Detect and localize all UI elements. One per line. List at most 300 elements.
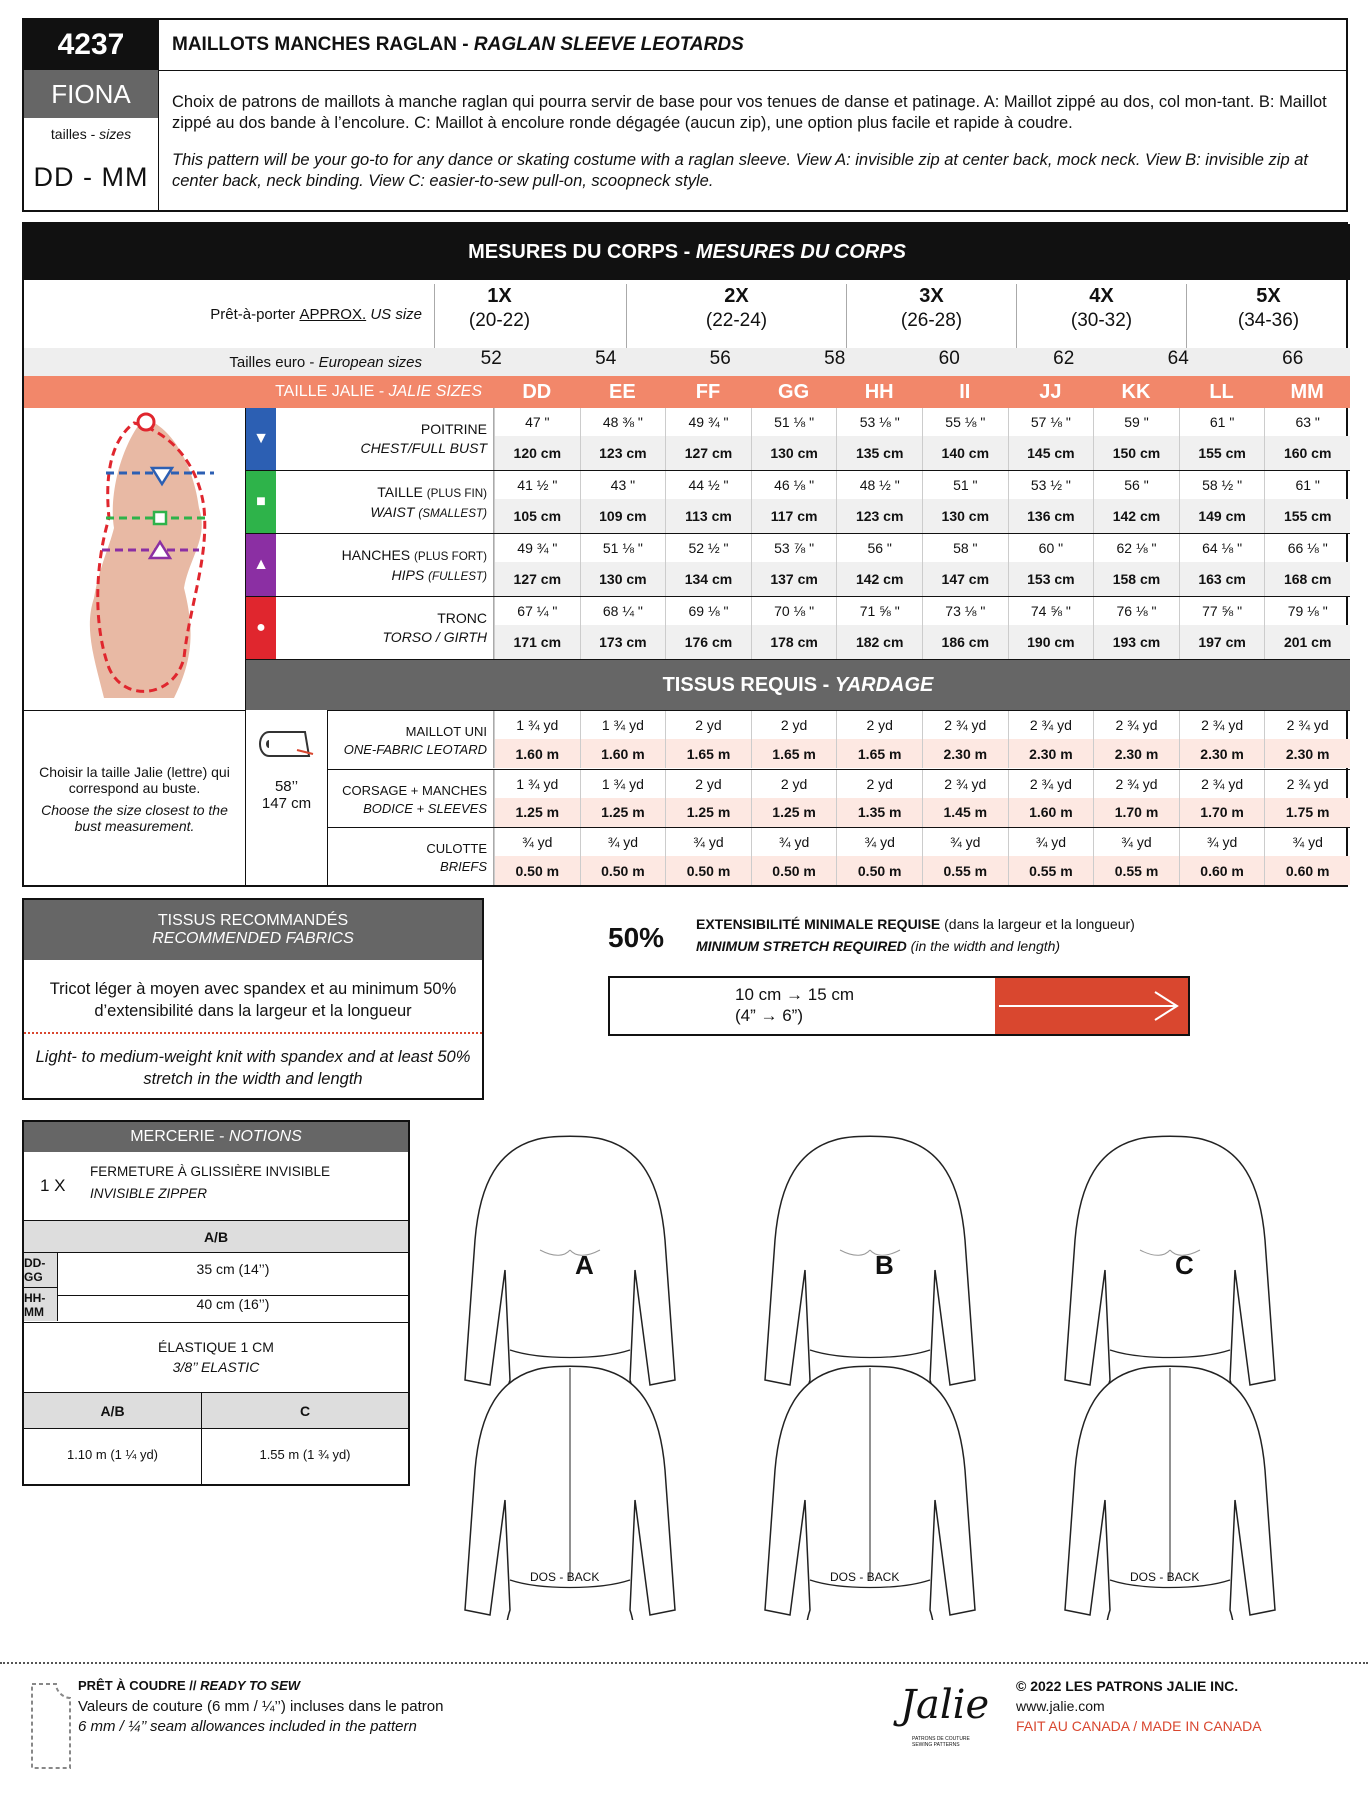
yardage-yd: 2 ¾ yd (1029, 775, 1072, 792)
yardage-yd: ¾ yd (1035, 834, 1067, 851)
measurement-in: 62 ⅛ " (1116, 540, 1157, 556)
measurement-cell (751, 471, 837, 533)
sizes-label-fr: tailles (50, 126, 87, 142)
measurement-cell (1264, 471, 1350, 533)
measurement-cell (580, 597, 666, 659)
stretch-label-fr (696, 916, 1135, 932)
measurement-in: 69 ⅛ " (688, 603, 729, 619)
us-size: 1X (487, 285, 512, 307)
yardage-label-en: BODICE + SLEEVES (363, 800, 487, 816)
us-size-5x (1186, 284, 1350, 348)
measurement-in: 73 ⅛ " (945, 603, 986, 619)
yardage-cell (665, 770, 751, 827)
measurement-in: 60 " (1038, 540, 1064, 556)
us-size: 3X (919, 285, 944, 307)
title-en: RAGLAN SLEEVE LEOTARDS (473, 34, 744, 55)
stretch-metric: 10 cm → 15 cm (735, 985, 855, 1004)
yardage-yd: 1 ¾ yd (601, 717, 644, 733)
measurement-in: 47 " (525, 414, 550, 430)
measurement-cell (494, 471, 580, 533)
yardage-cell (665, 828, 751, 885)
yardage-row (328, 710, 1350, 769)
body-measurement-illustration (24, 408, 246, 708)
measurement-cm: 123 cm (837, 499, 922, 533)
jalie-size: JJ (1039, 380, 1062, 403)
measurement-in: 49 ¾ " (688, 414, 729, 430)
measurement-in: 53 ⅞ " (774, 540, 815, 556)
measurement-in: 74 ⅝ " (1030, 603, 1071, 619)
yardage-cell (1093, 770, 1179, 827)
us-range: (34-36) (1237, 310, 1300, 331)
label-fr: POITRINE (420, 421, 487, 437)
measurement-cell (1093, 534, 1179, 596)
measurement-in: 64 ⅛ " (1202, 540, 1243, 556)
yardage-row (328, 827, 1350, 886)
measurement-in: 63 " (1295, 414, 1320, 430)
title-fr: MAILLOTS MANCHES RAGLAN - (172, 34, 469, 55)
euro-size: 60 (938, 348, 960, 369)
yardage-label (328, 770, 494, 827)
fabrics-title-en: RECOMMENDED FABRICS (152, 930, 354, 947)
yardage-yd: ¾ yd (693, 834, 724, 851)
measurement-cell (836, 471, 922, 533)
sizes-label: tailles - sizes (50, 126, 132, 142)
yardage-cell (1264, 711, 1350, 768)
measurement-cm: 160 cm (1265, 436, 1350, 470)
stretch-gauge (608, 976, 1190, 1036)
measurement-in: 52 ½ " (688, 540, 729, 556)
yardage-yd: ¾ yd (864, 834, 895, 851)
measurement-cm: 113 cm (666, 499, 751, 533)
measurement-in: 41 ½ " (517, 477, 558, 493)
measurement-in: 58 " (953, 540, 978, 556)
yardage-yd: ¾ yd (607, 834, 639, 851)
measurement-cm: 120 cm (495, 436, 580, 470)
label-en: CHEST/FULL BUST (360, 440, 487, 456)
measurement-cm: 127 cm (495, 562, 580, 596)
yardage-cell (580, 711, 666, 768)
euro-size: 66 (1282, 348, 1304, 369)
euro-size: 58 (824, 348, 846, 369)
measurement-in: 68 ¼ " (602, 603, 643, 619)
stretch-en-sub: (in the width and length) (910, 938, 1061, 954)
size-choice-note (24, 710, 246, 886)
measurement-cell (751, 408, 837, 470)
yardage-label-en: ONE-FABRIC LEOTARD (343, 742, 487, 757)
measurements-title-fr: MESURES DU CORPS - (468, 240, 691, 263)
description-fr: Choix de patrons de maillots à manche raglan qui pourra servir de base pour vos tenues de danse et patinage. A: Maillot zippé au dos, col mon-tant. B: Maillot zippé au dos bande à l’encolure. C: Maillot à encolure ronde dégagée (aucun zip), une option plus facile et rapide à coudre. (172, 93, 1327, 132)
yardage-cell (1264, 770, 1350, 827)
stretch-label-en (696, 938, 1060, 954)
yardage-yd: ¾ yd (522, 834, 553, 851)
measurement-cm: 136 cm (1009, 499, 1094, 533)
measurement-label (276, 597, 494, 659)
zipper-size: HH-MM (24, 1287, 58, 1321)
measurement-cm: 130 cm (752, 436, 837, 470)
measurement-cell (1179, 534, 1265, 596)
rtw-label-fr: Prêt-à-porter (210, 305, 296, 323)
yardage-cell (494, 770, 580, 827)
yardage-m: 1.25 m (495, 798, 580, 827)
jalie-size: LL (1209, 380, 1234, 403)
seam-allowance-en: 6 mm / ¼’’ seam allowances included in the pattern (78, 1718, 417, 1735)
yardage-m: 1.45 m (923, 798, 1008, 827)
stretch-values (610, 978, 995, 1034)
yardage-cell (922, 828, 1008, 885)
measurement-in: 56 " (1124, 477, 1149, 493)
us-size-3x (846, 284, 1016, 348)
measurement-in: 53 ⅛ " (859, 414, 900, 430)
us-range: (26-28) (900, 310, 963, 331)
yardage-m: 1.75 m (1265, 798, 1350, 827)
yardage-yd: 2 yd (866, 717, 893, 733)
measurement-in: 58 ½ " (1202, 477, 1243, 493)
measurement-in: 77 ⅝ " (1202, 603, 1243, 619)
measurement-cm: 127 cm (666, 436, 751, 470)
yardage-m: 1.25 m (666, 798, 751, 827)
jalie-label-fr: TAILLE JALIE - (275, 383, 385, 400)
jalie-size: FF (695, 380, 721, 403)
measurement-in: 51 ⅛ " (774, 414, 815, 430)
footer (0, 1662, 1368, 1800)
yardage-m: 1.25 m (752, 798, 837, 827)
yardage-m: 0.55 m (1094, 856, 1179, 885)
measurement-cm: 190 cm (1009, 625, 1094, 659)
yardage-cell (1008, 828, 1094, 885)
measurement-cell (1093, 471, 1179, 533)
measurement-cell (1179, 597, 1265, 659)
yardage-cell (1264, 828, 1350, 885)
yardage-m: 0.50 m (495, 856, 580, 885)
yardage-title-fr: TISSUS REQUIS - (662, 673, 830, 696)
fabrics-title (24, 900, 482, 960)
jalie-size: DD (522, 380, 552, 403)
zipper-ab-header: A/B (24, 1220, 408, 1252)
yardage-cell (1179, 770, 1265, 827)
yardage-m: 0.60 m (1180, 856, 1265, 885)
jalie-logo: Jalie (900, 1682, 990, 1728)
measurement-cell (922, 408, 1008, 470)
view-label: B (875, 1250, 894, 1280)
yardage-m: 0.55 m (923, 856, 1008, 885)
rtw-label (24, 280, 434, 348)
stretch-extension (995, 978, 1188, 1034)
yardage-yd: 1 ¾ yd (601, 775, 644, 792)
us-size: 4X (1089, 285, 1114, 307)
yardage-yd: 1 ¾ yd (516, 775, 559, 792)
measurement-cell (494, 597, 580, 659)
measurement-in: 59 " (1124, 414, 1149, 430)
yardage-yd: 2 ¾ yd (944, 717, 987, 733)
measurement-cell (1008, 534, 1094, 596)
fabrics-en: Light- to medium-weight knit with spandex and at least 50% stretch in the width and length (35, 1048, 471, 1088)
elastic-c-value: 1.55 m (1 ¾ yd) (202, 1428, 408, 1484)
yardage-label-fr: MAILLOT UNI (405, 724, 487, 739)
stretch-requirement (596, 908, 1196, 1038)
us-size-4x (1016, 284, 1186, 348)
us-size: 5X (1256, 285, 1281, 307)
euro-size-row (24, 348, 1350, 376)
arrow-right-icon (995, 978, 1188, 1034)
pattern-piece-icon (28, 1680, 74, 1772)
yardage-cell (580, 828, 666, 885)
yardage-cell (751, 770, 837, 827)
yardage-cell (751, 711, 837, 768)
us-range: (22-24) (705, 310, 768, 331)
yardage-m: 2.30 m (1009, 739, 1094, 768)
measurement-cell (922, 597, 1008, 659)
yardage-row (328, 769, 1350, 828)
measurement-cm: 173 cm (581, 625, 666, 659)
measurement-in: 43 " (610, 477, 636, 493)
measurement-cell (1264, 534, 1350, 596)
jalie-size: KK (1121, 380, 1151, 403)
yardage-cell (1093, 711, 1179, 768)
jalie-size: GG (778, 380, 810, 403)
back-view-label: DOS - BACK (830, 1570, 900, 1584)
yardage-yd: ¾ yd (950, 834, 981, 851)
measurement-in: 44 ½ " (688, 477, 729, 493)
yardage-m: 2.30 m (1265, 739, 1350, 768)
yardage-m: 1.35 m (837, 798, 922, 827)
website[interactable]: www.jalie.com (1016, 1698, 1105, 1714)
measurement-in: 76 ⅛ " (1116, 603, 1157, 619)
ready-en: READY TO SEW (200, 1678, 301, 1693)
euro-label-fr: Tailles euro (229, 353, 306, 371)
label-en: HIPS (391, 567, 425, 583)
zipper-en: INVISIBLE ZIPPER (90, 1186, 208, 1201)
euro-label: Tailles euro - European sizes (229, 353, 422, 371)
measurement-cell (1008, 597, 1094, 659)
notions-title (24, 1122, 408, 1152)
jalie-size: II (959, 380, 971, 403)
measurement-label (276, 534, 494, 596)
stretch-percent: 50% (608, 922, 665, 953)
yardage-yd: 2 ¾ yd (1286, 717, 1329, 733)
jalie-size: MM (1290, 380, 1324, 403)
rtw-us: US size (370, 305, 422, 323)
yardage-cell (836, 828, 922, 885)
yardage-cell (580, 770, 666, 827)
measurement-cell (751, 534, 837, 596)
measurement-in: 71 ⅝ " (859, 603, 900, 619)
stretch-en: MINIMUM STRETCH REQUIRED (696, 938, 907, 954)
elastic-ab-value: 1.10 m (1 ¼ yd) (24, 1428, 202, 1484)
yardage-yd: 2 yd (866, 775, 893, 792)
measurement-cell (665, 597, 751, 659)
us-size-1x (434, 284, 564, 348)
technical-drawings (440, 1120, 1340, 1620)
elastic-col-c: C (202, 1392, 408, 1428)
us-size: 2X (724, 285, 749, 307)
yardage-yd: ¾ yd (1206, 834, 1238, 851)
notions-box (22, 1120, 410, 1486)
measurement-cm: 117 cm (752, 499, 837, 533)
measurement-in: 53 ½ " (1030, 477, 1071, 493)
measurement-cell (922, 471, 1008, 533)
seam-allowance-fr: Valeurs de couture (6 mm / ¼’’) incluses dans le patron (78, 1698, 444, 1715)
yardage-m: 1.65 m (837, 739, 922, 768)
yardage-m: 1.60 m (495, 739, 580, 768)
yardage-cell (751, 828, 837, 885)
yardage-m: 0.60 m (1265, 856, 1350, 885)
measurement-in: 51 " (953, 477, 978, 493)
measurement-cell (494, 534, 580, 596)
label-fr: HANCHES (341, 547, 411, 563)
measurement-in: 66 ⅛ " (1287, 540, 1328, 556)
stretch-imperial: (4” → 6”) (735, 1006, 803, 1025)
yardage-m: 2.30 m (1180, 739, 1265, 768)
measurement-cm: 163 cm (1180, 562, 1265, 596)
yardage-m: 1.60 m (581, 739, 666, 768)
measurement-cell (580, 534, 666, 596)
yardage-cell (1008, 770, 1094, 827)
measurement-symbol-icon: ● (246, 597, 276, 659)
measurement-cell (1093, 597, 1179, 659)
measurement-cell (751, 597, 837, 659)
measurements-section (22, 222, 1348, 887)
zipper-fr: FERMETURE À GLISSIÈRE INVISIBLE (90, 1164, 331, 1179)
yardage-label (328, 828, 494, 885)
us-size-2x (626, 284, 846, 348)
measurement-cm: 147 cm (923, 562, 1008, 596)
us-range: (30-32) (1070, 310, 1133, 331)
measurement-cell (1008, 471, 1094, 533)
measurement-cell (1264, 597, 1350, 659)
measurement-in: 56 " (867, 540, 892, 556)
measurement-symbol-icon: ▼ (246, 408, 276, 470)
elastic-en: 3/8’’ ELASTIC (172, 1359, 260, 1375)
measurement-cm: 155 cm (1180, 436, 1265, 470)
yardage-cell (1179, 828, 1265, 885)
yardage-yd: ¾ yd (1292, 834, 1323, 851)
yardage-yd: ¾ yd (1121, 834, 1152, 851)
ready-to-sew (78, 1678, 300, 1693)
label-fr-sub: (PLUS FIN) (426, 487, 487, 500)
measurement-row (246, 408, 1350, 471)
label-fr: TAILLE (377, 484, 423, 500)
measurement-cm: 149 cm (1180, 499, 1265, 533)
label-en: TORSO / GIRTH (382, 629, 487, 645)
view-label: A (575, 1250, 594, 1280)
ready-fr: PRÊT À COUDRE // (78, 1678, 197, 1693)
zipper-length: 40 cm (16’’) (58, 1295, 408, 1312)
measurement-cm: 171 cm (495, 625, 580, 659)
zipper-length: 35 cm (14’’) (196, 1261, 270, 1277)
yardage-yd: 2 yd (780, 775, 808, 792)
measurement-symbol-icon: ■ (246, 471, 276, 533)
leotard-views (440, 1120, 1340, 1620)
elastic-col-ab: A/B (24, 1392, 202, 1428)
jalie-size: EE (609, 380, 636, 403)
measurement-in: 79 ⅛ " (1287, 603, 1328, 619)
yardage-rows (328, 710, 1350, 886)
measurement-in: 48 ½ " (859, 477, 900, 493)
euro-size: 64 (1167, 348, 1189, 369)
fabric-width (246, 710, 328, 886)
yardage-yd: 2 ¾ yd (944, 775, 987, 792)
yardage-title-en: YARDAGE (834, 673, 934, 696)
measurement-rows (246, 408, 1350, 660)
measurement-cell (1264, 408, 1350, 470)
measurement-cm: 182 cm (837, 625, 922, 659)
yardage-m: 0.50 m (666, 856, 751, 885)
measurement-cm: 142 cm (1094, 499, 1179, 533)
yardage-yd: 2 ¾ yd (1201, 775, 1244, 792)
measurements-title-en: MESURES DU CORPS (695, 240, 906, 263)
jalie-label-en: JALIE SIZES (388, 383, 482, 400)
measurement-cm: 193 cm (1094, 625, 1179, 659)
euro-size: 54 (595, 348, 617, 369)
label-fr-sub: (PLUS FORT) (414, 550, 487, 563)
measurement-row (246, 471, 1350, 534)
measurement-cell (580, 471, 666, 533)
yardage-label-fr: CULOTTE (426, 841, 487, 857)
yardage-m: 2.30 m (923, 739, 1008, 768)
yardage-yd: ¾ yd (778, 834, 810, 851)
yardage-cell (494, 711, 580, 768)
yardage-title (246, 660, 1350, 710)
yardage-cell (836, 711, 922, 768)
notions-title-fr: MERCERIE - (130, 1128, 225, 1145)
measurement-cell (580, 408, 666, 470)
yardage-cell (494, 828, 580, 885)
yardage-yd: 2 ¾ yd (1029, 717, 1072, 733)
measurement-row (246, 597, 1350, 660)
body-figure (24, 408, 246, 710)
elastic-label (24, 1322, 408, 1390)
yardage-cell (836, 770, 922, 827)
stretch-fr-sub: (dans la largeur et la longueur) (944, 916, 1135, 932)
measurement-cm: 153 cm (1009, 562, 1094, 596)
measurement-cell (922, 534, 1008, 596)
measurement-cell (1093, 408, 1179, 470)
jalie-size: HH (864, 380, 894, 403)
yardage-m: 0.50 m (837, 856, 922, 885)
yardage-cell (1008, 711, 1094, 768)
yardage-m: 0.55 m (1009, 856, 1094, 885)
choose-fr: Choisir la taille Jalie (lettre) qui correspond au buste. (39, 763, 230, 796)
measurement-cm: 109 cm (581, 499, 666, 533)
fabric-width-cm: 147 cm (261, 795, 312, 812)
yardage-m: 2.30 m (1094, 739, 1179, 768)
jalie-size-row (24, 376, 1350, 408)
yardage-yd: 2 yd (695, 775, 722, 792)
fabrics-fr: Tricot léger à moyen avec spandex et au minimum 50% d’extensibilité dans la largeur et la longueur (49, 980, 457, 1020)
measurement-in: 55 ⅛ " (945, 414, 986, 430)
us-size-row (24, 280, 1350, 348)
copyright: © 2022 LES PATRONS JALIE INC. (1016, 1678, 1239, 1694)
measurement-in: 48 ⅜ " (602, 414, 643, 430)
euro-sizes (434, 348, 1350, 376)
measurement-cm: 130 cm (923, 499, 1008, 533)
yardage-m: 1.70 m (1094, 798, 1179, 827)
measurement-cell (1008, 408, 1094, 470)
torso-marker (138, 414, 154, 430)
measurement-cm: 168 cm (1265, 562, 1350, 596)
measurement-cm: 155 cm (1265, 499, 1350, 533)
measurement-in: 61 " (1295, 477, 1320, 493)
label-en-sub: (SMALLEST) (418, 507, 487, 520)
zipper-lengths (24, 1252, 408, 1320)
measurement-symbol-icon: ▲ (246, 534, 276, 596)
fabric-width-in: 58’’ (274, 778, 299, 795)
measurement-cm: 186 cm (923, 625, 1008, 659)
yardage-cell (1093, 828, 1179, 885)
us-range: (20-22) (468, 310, 531, 331)
yardage-cell (1179, 711, 1265, 768)
yardage-cell (922, 770, 1008, 827)
